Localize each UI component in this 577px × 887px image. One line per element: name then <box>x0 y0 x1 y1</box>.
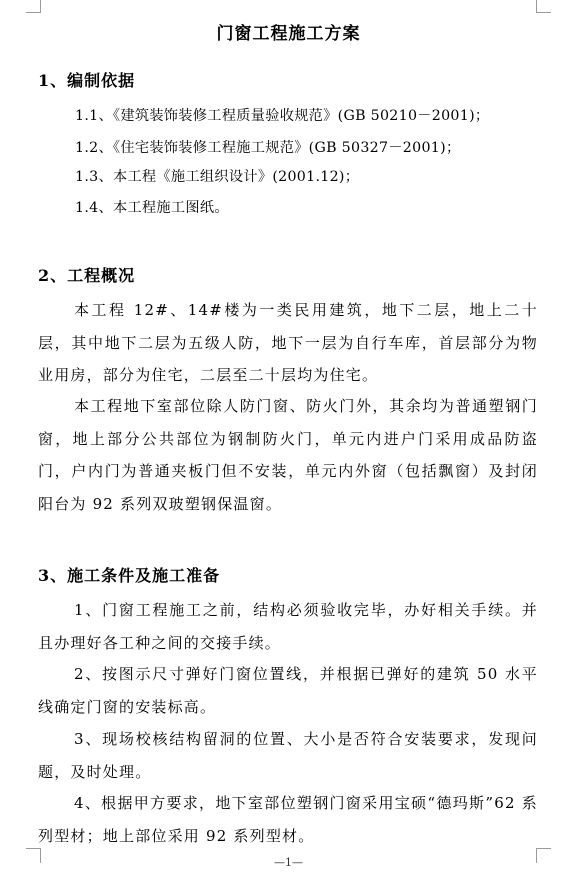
preparation-paragraph-4: 4、根据甲方要求，地下室部位塑钢门窗采用宝硕“德玛斯”62 系列型材；地上部位采用 92 系列型材。 <box>38 794 538 845</box>
crop-mark-top-right <box>536 0 551 13</box>
section-heading-overview: 2、工程概况 <box>38 266 136 285</box>
basis-item-3: 1.3、本工程《施工组织设计》(2001.12)； <box>75 169 360 185</box>
preparation-paragraph-1: 1、门窗工程施工之前，结构必须验收完毕，办好相关手续。并且办理好各工种之间的交接手续。 <box>38 601 538 652</box>
preparation-paragraph-3: 3、现场校核结构留洞的位置、大小是否符合安装要求，发现问题，及时处理。 <box>38 730 538 781</box>
page-number: —1— <box>274 856 303 869</box>
section-heading-basis: 1、编制依据 <box>38 71 136 90</box>
preparation-paragraph-2: 2、按图示尺寸弹好门窗位置线，并根据已弹好的建筑 50 水平线确定门窗的安装标高。 <box>38 665 538 716</box>
basis-item-1: 1.1、《建筑装饰装修工程质量验收规范》(GB 50210－2001)； <box>75 108 490 124</box>
overview-paragraph-1: 本工程 12#、14#楼为一类民用建筑，地下二层，地上二十层，其中地下二层为五级人防，地下一层为自行车库，首层部分为物业用房，部分为住宅，二层至二十层均为住宅。 <box>38 301 538 384</box>
overview-paragraph-2: 本工程地下室部位除人防门窗、防火门外，其余均为普通塑钢门窗，地上部分公共部位为钢制防火门，单元内进户门采用成品防盗门，户内门为普通夹板门但不安装，单元内外窗（包括飘窗）及封闭阳台为 92 系列双玻塑钢保温窗。 <box>38 397 538 513</box>
section-heading-preparation: 3、施工条件及施工准备 <box>38 566 221 585</box>
document-title: 门窗工程施工方案 <box>216 24 361 44</box>
crop-mark-top-left <box>26 0 41 13</box>
basis-item-2: 1.2、《住宅装饰装修工程施工规范》(GB 50327－2001)； <box>75 140 461 156</box>
basis-item-4: 1.4、本工程施工图纸。 <box>75 200 229 216</box>
